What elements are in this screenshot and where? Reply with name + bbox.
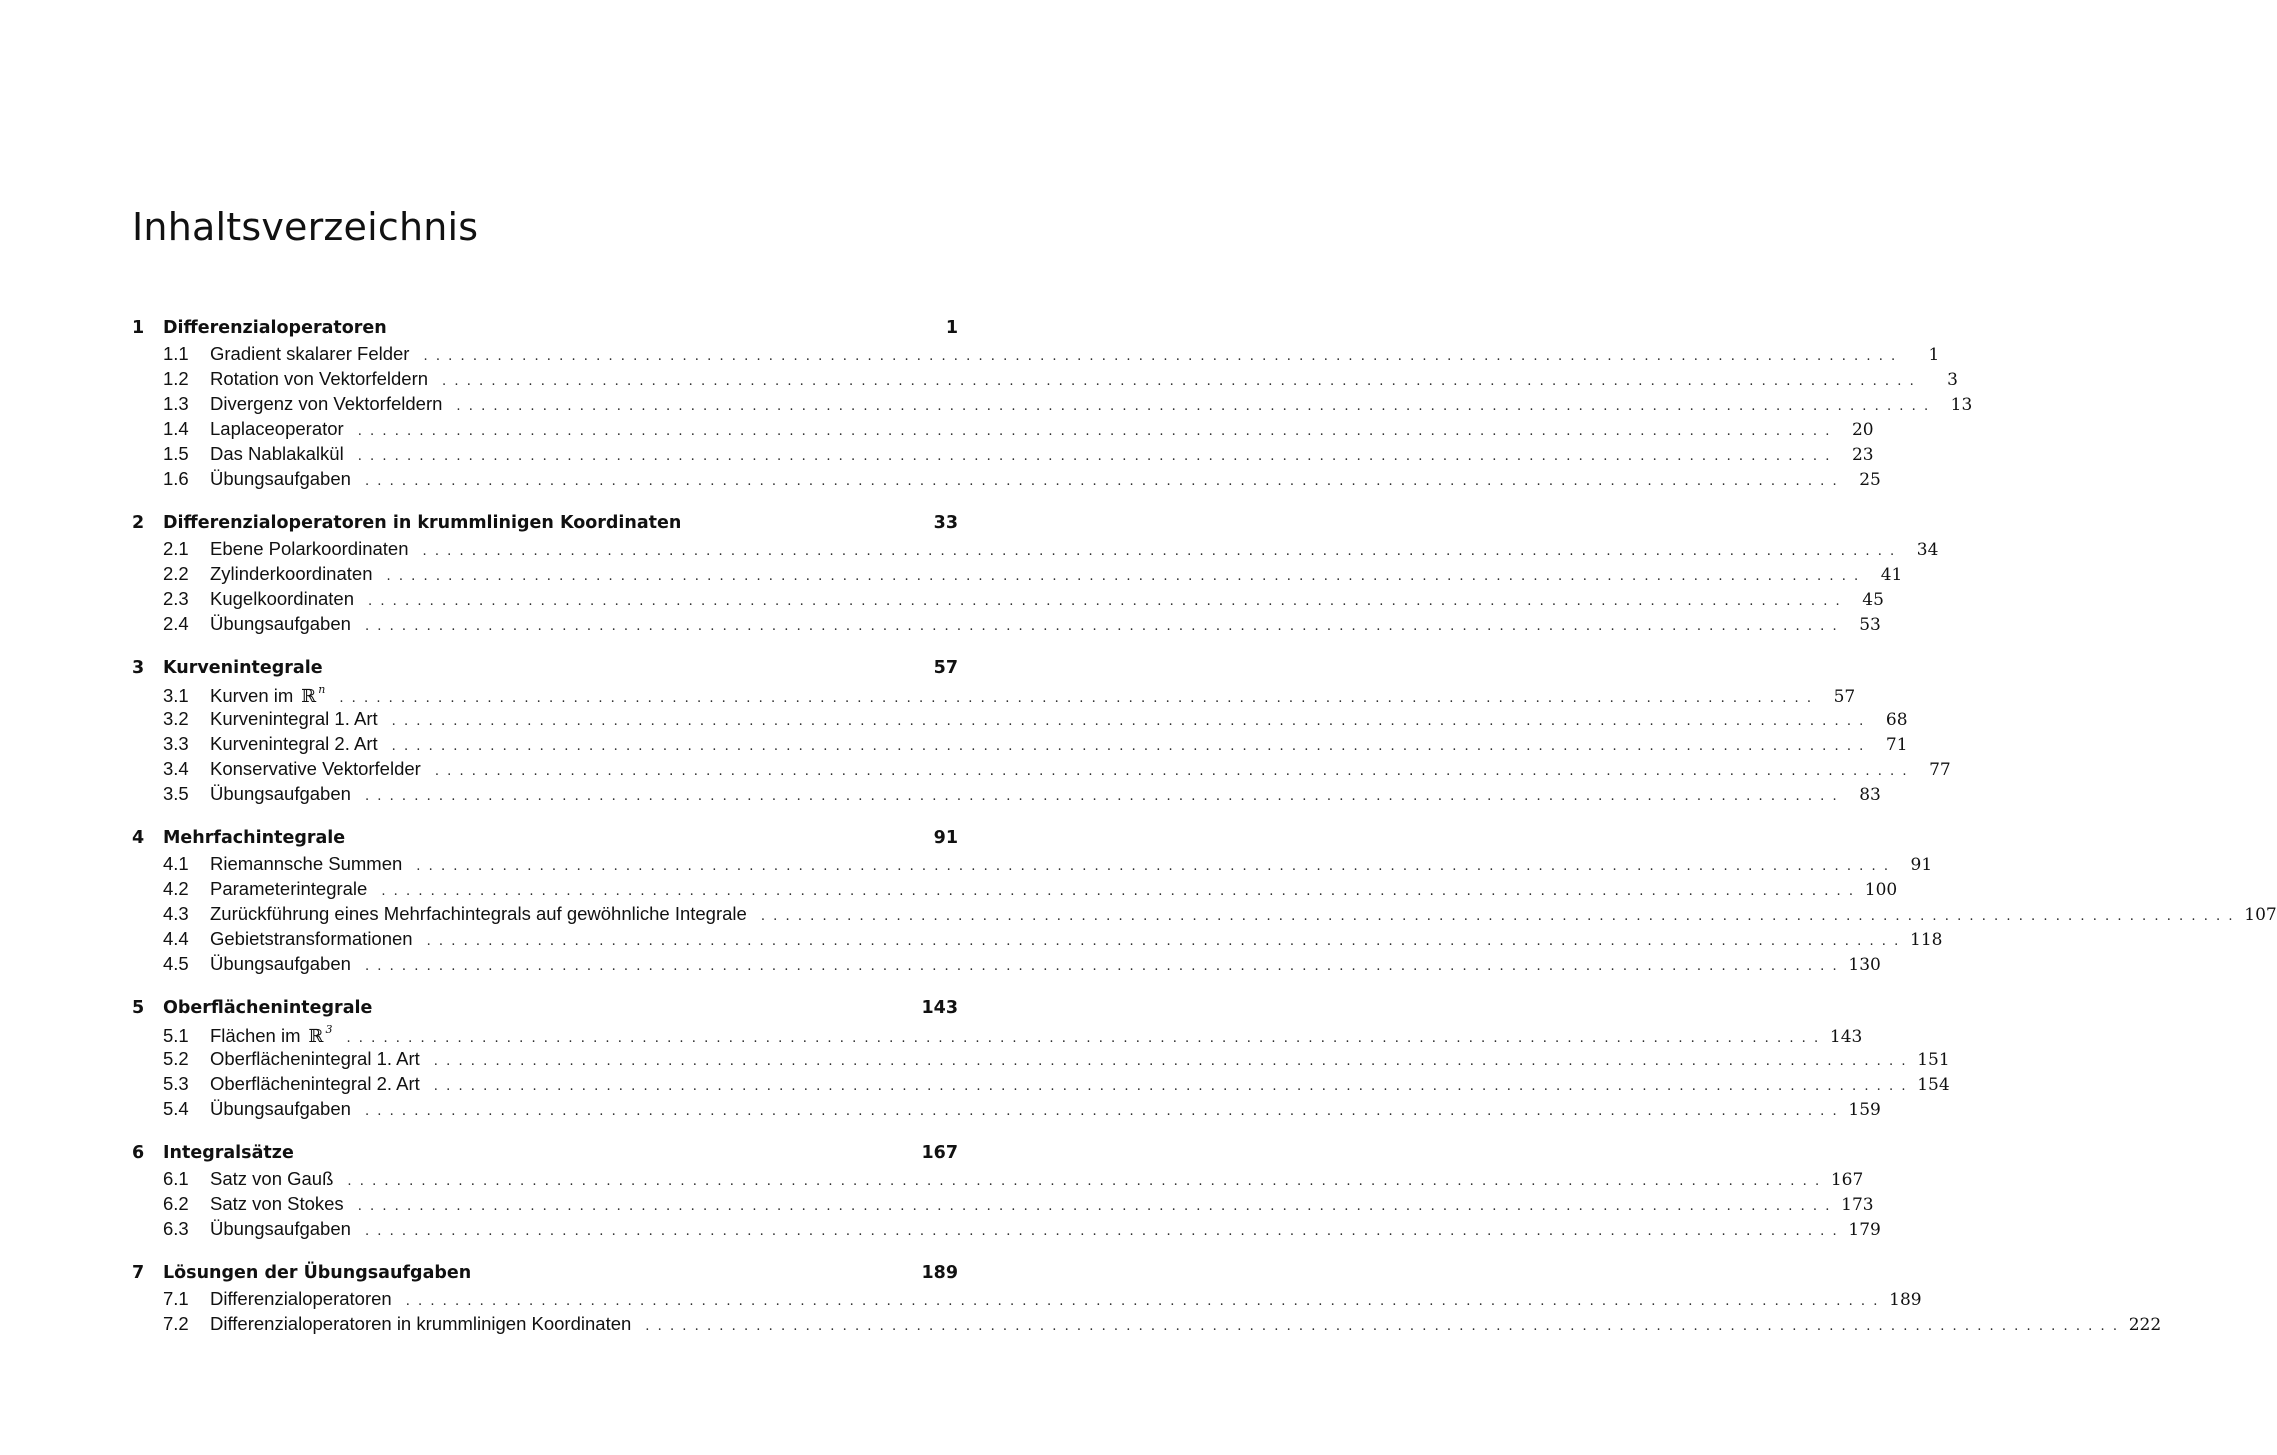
section-title: Zylinderkoordinaten xyxy=(210,563,373,584)
dot-leader: ........................................................................................................................ xyxy=(456,399,1937,414)
section-number: 2.4 xyxy=(163,613,189,634)
section-title: Riemannsche Summen xyxy=(210,853,403,874)
section-number: 2.1 xyxy=(163,538,189,559)
table-of-contents xyxy=(132,318,2277,1358)
real-numbers-symbol xyxy=(308,1023,333,1047)
chapter-title: Mehrfachintegrale xyxy=(163,828,346,848)
page-title: Inhaltsverzeichnis xyxy=(132,205,479,249)
dot-leader: ........................................................................................................................ xyxy=(364,789,1845,804)
toc-section-entry[interactable] xyxy=(132,928,1943,953)
section-page-number: 143 xyxy=(1829,1027,1863,1047)
chapter-title: Kurvenintegrale xyxy=(163,658,323,678)
section-number: 3.3 xyxy=(163,733,189,754)
section-title: Satz von Gauß xyxy=(210,1168,334,1189)
math-exponent: n xyxy=(318,683,326,696)
section-list xyxy=(132,538,1939,638)
chapter-page-number: 33 xyxy=(933,513,958,533)
section-page-number: 13 xyxy=(1950,395,1973,415)
section-title: Differenzialoperatoren xyxy=(210,1288,392,1309)
section-page-number: 57 xyxy=(1833,687,1856,707)
section-page-number: 100 xyxy=(1864,880,1898,900)
chapter-page-number: 167 xyxy=(921,1143,958,1163)
section-number: 4.2 xyxy=(163,878,189,899)
section-number: 5.1 xyxy=(163,1025,189,1046)
section-title: Konservative Vektorfelder xyxy=(210,758,421,779)
section-page-number: 34 xyxy=(1916,540,1939,560)
section-page-number: 159 xyxy=(1848,1100,1881,1120)
section-number: 3.1 xyxy=(163,685,189,706)
toc-section-entry[interactable] xyxy=(132,613,1881,638)
dot-leader: ........................................................................................................................ xyxy=(364,1224,1845,1239)
section-number: 3.5 xyxy=(163,783,189,804)
chapter-heading[interactable] xyxy=(132,828,958,853)
toc-section-entry[interactable] xyxy=(132,878,1898,903)
toc-section-entry[interactable] xyxy=(132,1313,2162,1338)
section-number: 4.3 xyxy=(163,903,189,924)
chapter-number: 3 xyxy=(132,658,145,678)
section-page-number: 189 xyxy=(1889,1290,1922,1310)
toc-section-entry[interactable] xyxy=(132,1023,1863,1048)
section-list xyxy=(132,853,2277,978)
section-title: Oberflächenintegral 2. Art xyxy=(210,1073,420,1094)
toc-chapter xyxy=(132,658,1951,808)
toc-section-entry[interactable] xyxy=(132,1048,1950,1073)
toc-section-entry[interactable] xyxy=(132,1218,1881,1243)
section-list xyxy=(132,1023,1950,1123)
chapter-heading[interactable] xyxy=(132,513,958,538)
section-page-number: 167 xyxy=(1830,1170,1864,1190)
chapter-title: Integralsätze xyxy=(163,1143,294,1163)
chapter-number: 6 xyxy=(132,1143,145,1163)
section-number: 5.3 xyxy=(163,1073,189,1094)
section-number: 4.5 xyxy=(163,953,189,974)
section-page-number: 71 xyxy=(1885,735,1908,755)
chapter-title: Oberflächenintegrale xyxy=(163,998,373,1018)
chapter-number: 5 xyxy=(132,998,145,1018)
dot-leader: ........................................................................................................................ xyxy=(364,474,1845,489)
dot-leader: ........................................................................................................................ xyxy=(391,714,1872,729)
toc-chapter xyxy=(132,828,2277,978)
section-page-number: 41 xyxy=(1880,565,1903,585)
toc-section-entry[interactable] xyxy=(132,418,1874,443)
section-title: Übungsaufgaben xyxy=(210,783,351,804)
section-page-number: 20 xyxy=(1851,420,1874,440)
toc-section-entry[interactable] xyxy=(132,443,1874,468)
dot-leader: ........................................................................................................................ xyxy=(364,1104,1845,1119)
section-number: 5.2 xyxy=(163,1048,189,1069)
section-title: Übungsaufgaben xyxy=(210,468,351,489)
chapter-page-number: 1 xyxy=(945,318,958,338)
section-number: 5.4 xyxy=(163,1098,189,1119)
section-page-number: 68 xyxy=(1885,710,1908,730)
section-title: Rotation von Vektorfeldern xyxy=(210,368,429,389)
section-title: Flächen im xyxy=(210,1025,301,1046)
dot-leader: ........................................................................................................................ xyxy=(381,884,1862,899)
section-number: 1.6 xyxy=(163,468,189,489)
dot-leader: ........................................................................................................................ xyxy=(433,1079,1914,1094)
section-page-number: 173 xyxy=(1841,1195,1874,1215)
section-title: Gradient skalarer Felder xyxy=(210,343,410,364)
dot-leader: ........................................................................................................................ xyxy=(423,349,1904,364)
section-title: Kurvenintegral 1. Art xyxy=(210,708,378,729)
section-list xyxy=(132,1288,2162,1338)
math-base: ℝ xyxy=(308,1026,324,1047)
dot-leader: ........................................................................................................................ xyxy=(426,934,1907,949)
section-number: 2.3 xyxy=(163,588,189,609)
section-title: Laplaceoperator xyxy=(210,418,344,439)
dot-leader: ........................................................................................................................ xyxy=(645,1319,2126,1334)
toc-section-entry[interactable] xyxy=(132,1288,1922,1313)
section-page-number: 83 xyxy=(1859,785,1881,805)
section-number: 7.2 xyxy=(163,1313,189,1334)
toc-section-entry[interactable] xyxy=(132,393,1973,418)
toc-section-entry[interactable] xyxy=(132,588,1884,613)
math-exponent: 3 xyxy=(325,1023,333,1036)
dot-leader: ........................................................................................................................ xyxy=(386,569,1867,584)
toc-section-entry[interactable] xyxy=(132,343,1940,368)
chapter-page-number: 91 xyxy=(933,828,958,848)
toc-chapter xyxy=(132,998,1950,1123)
section-page-number: 179 xyxy=(1848,1220,1881,1240)
chapter-page-number: 189 xyxy=(921,1263,958,1283)
section-page-number: 130 xyxy=(1848,955,1881,975)
section-page-number: 25 xyxy=(1859,470,1881,490)
section-page-number: 3 xyxy=(1947,370,1958,390)
section-number: 4.4 xyxy=(163,928,189,949)
dot-leader: ........................................................................................................................ xyxy=(347,1174,1828,1189)
section-page-number: 107 xyxy=(2244,905,2277,925)
section-title: Kugelkoordinaten xyxy=(210,588,354,609)
section-title: Kurven im xyxy=(210,685,294,706)
toc-section-entry[interactable] xyxy=(132,1193,1874,1218)
section-number: 1.4 xyxy=(163,418,189,439)
toc-section-entry[interactable] xyxy=(132,953,1881,978)
toc-section-entry[interactable] xyxy=(132,538,1939,563)
toc-section-entry[interactable] xyxy=(132,368,1958,393)
dot-leader: ........................................................................................................................ xyxy=(357,449,1838,464)
section-title: Satz von Stokes xyxy=(210,1193,344,1214)
section-list xyxy=(132,343,1973,493)
toc-chapter xyxy=(132,1263,2162,1338)
section-title: Übungsaufgaben xyxy=(210,1218,351,1239)
dot-leader: ........................................................................................................................ xyxy=(364,619,1845,634)
dot-leader: ........................................................................................................................ xyxy=(433,1054,1914,1069)
section-title: Kurvenintegral 2. Art xyxy=(210,733,378,754)
toc-section-entry[interactable] xyxy=(132,733,1908,758)
section-title: Übungsaufgaben xyxy=(210,613,351,634)
dot-leader: ........................................................................................................................ xyxy=(339,691,1820,706)
toc-chapter xyxy=(132,1143,1881,1243)
section-page-number: 222 xyxy=(2128,1315,2162,1335)
toc-section-entry[interactable] xyxy=(132,903,2277,928)
section-number: 6.3 xyxy=(163,1218,189,1239)
dot-leader: ........................................................................................................................ xyxy=(357,424,1838,439)
section-number: 6.1 xyxy=(163,1168,189,1189)
section-number: 1.5 xyxy=(163,443,189,464)
toc-section-entry[interactable] xyxy=(132,708,1908,733)
section-page-number: 45 xyxy=(1862,590,1884,610)
toc-chapter xyxy=(132,318,1973,493)
dot-leader: ........................................................................................................................ xyxy=(368,594,1848,609)
section-number: 1.2 xyxy=(163,368,189,389)
section-title: Übungsaufgaben xyxy=(210,1098,351,1119)
section-title: Divergenz von Vektorfeldern xyxy=(210,393,443,414)
chapter-heading[interactable] xyxy=(132,318,958,343)
dot-leader: ........................................................................................................................ xyxy=(391,739,1872,754)
chapter-title: Differenzialoperatoren xyxy=(163,318,387,338)
dot-leader: ........................................................................................................................ xyxy=(405,1294,1886,1309)
section-number: 1.3 xyxy=(163,393,189,414)
dot-leader: ........................................................................................................................ xyxy=(416,859,1897,874)
chapter-heading[interactable] xyxy=(132,1143,958,1168)
section-title: Übungsaufgaben xyxy=(210,953,351,974)
dot-leader: ........................................................................................................................ xyxy=(346,1031,1827,1046)
dot-leader: ........................................................................................................................ xyxy=(422,544,1903,559)
real-numbers-symbol xyxy=(301,683,326,707)
section-page-number: 77 xyxy=(1929,760,1951,780)
toc-section-entry[interactable] xyxy=(132,468,1881,493)
section-page-number: 23 xyxy=(1851,445,1874,465)
section-number: 1.1 xyxy=(163,343,189,364)
toc-section-entry[interactable] xyxy=(132,683,1856,708)
dot-leader: ........................................................................................................................ xyxy=(760,909,2241,924)
chapter-number: 2 xyxy=(132,513,145,533)
dot-leader: ........................................................................................................................ xyxy=(357,1199,1838,1214)
chapter-title: Differenzialoperatoren in krummlinigen Koordinaten xyxy=(163,513,682,533)
toc-section-entry[interactable] xyxy=(132,853,1933,878)
chapter-title: Lösungen der Übungsaufgaben xyxy=(163,1263,472,1283)
section-number: 6.2 xyxy=(163,1193,189,1214)
chapter-number: 1 xyxy=(132,318,145,338)
toc-section-entry[interactable] xyxy=(132,1073,1950,1098)
section-number: 4.1 xyxy=(163,853,189,874)
section-page-number: 91 xyxy=(1910,855,1933,875)
section-list xyxy=(132,683,1951,808)
toc-section-entry[interactable] xyxy=(132,1168,1864,1193)
section-number: 2.2 xyxy=(163,563,189,584)
section-title: Zurückführung eines Mehrfachintegrals auf gewöhnliche Integrale xyxy=(210,903,747,924)
section-number: 3.4 xyxy=(163,758,189,779)
dot-leader: ........................................................................................................................ xyxy=(364,959,1845,974)
chapter-heading[interactable] xyxy=(132,998,958,1023)
dot-leader: ........................................................................................................................ xyxy=(434,764,1915,779)
chapter-page-number: 57 xyxy=(933,658,958,678)
section-title: Oberflächenintegral 1. Art xyxy=(210,1048,420,1069)
toc-section-entry[interactable] xyxy=(132,563,1903,588)
section-title: Differenzialoperatoren in krummlinigen Koordinaten xyxy=(210,1313,632,1334)
section-title: Parameterintegrale xyxy=(210,878,368,899)
section-page-number: 53 xyxy=(1859,615,1881,635)
math-base: ℝ xyxy=(301,686,317,707)
section-page-number: 151 xyxy=(1917,1050,1950,1070)
toc-section-entry[interactable] xyxy=(132,1098,1881,1123)
section-page-number: 1 xyxy=(1928,345,1940,365)
section-title: Das Nablakalkül xyxy=(210,443,344,464)
section-page-number: 154 xyxy=(1917,1075,1950,1095)
section-number: 3.2 xyxy=(163,708,189,729)
section-number: 7.1 xyxy=(163,1288,189,1309)
chapter-heading[interactable] xyxy=(132,658,958,683)
toc-chapter xyxy=(132,513,1939,638)
chapter-number: 4 xyxy=(132,828,145,848)
section-title: Ebene Polarkoordinaten xyxy=(210,538,409,559)
section-list xyxy=(132,1168,1881,1243)
chapter-page-number: 143 xyxy=(921,998,958,1018)
toc-section-entry[interactable] xyxy=(132,783,1881,808)
chapter-number: 7 xyxy=(132,1263,145,1283)
section-page-number: 118 xyxy=(1910,930,1943,950)
section-title: Gebietstransformationen xyxy=(210,928,413,949)
chapter-heading[interactable] xyxy=(132,1263,958,1288)
dot-leader: ........................................................................................................................ xyxy=(442,374,1922,389)
toc-section-entry[interactable] xyxy=(132,758,1951,783)
